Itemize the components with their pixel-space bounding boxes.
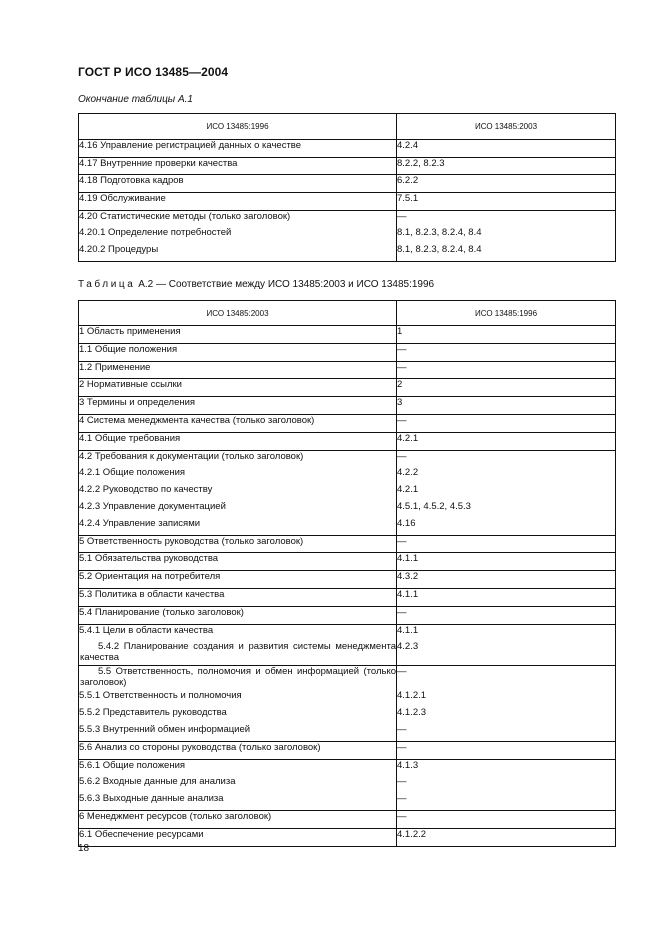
table1-header-col2: ИСО 13485:2003: [397, 114, 616, 140]
table2-cell-ref: 4.3.2: [397, 571, 616, 589]
table2-cell-clause: 5.5.1 Ответственность и полномочия: [79, 690, 397, 707]
table2-cell-ref: 4.1.3: [397, 759, 616, 776]
table2-cell-clause: 4.1 Общие требования: [79, 432, 397, 450]
table2-cell-clause: 4.2.3 Управление документацией: [79, 501, 397, 518]
table-row: [79, 535, 616, 553]
table-row: [79, 518, 616, 535]
table2-cell-clause: 5.6.3 Выходные данные анализа: [79, 793, 397, 810]
table-row: [79, 244, 616, 261]
table2-cell-clause: 5.1 Обязательства руководства: [79, 553, 397, 571]
table-row: [79, 175, 616, 193]
table2-cell-ref: —: [397, 361, 616, 379]
table-row: [79, 641, 616, 666]
table2-cell-ref: —: [397, 793, 616, 810]
table1-cell-ref: 6.2.2: [397, 175, 616, 193]
table-a1-continuation: [78, 113, 616, 262]
table2-cell-clause: 5.5.2 Представитель руководства: [79, 707, 397, 724]
table2-caption: [78, 279, 434, 290]
table2-cell-clause: 5.3 Политика в области качества: [79, 588, 397, 606]
table2-caption-text: А.2 — Соответствие между ИСО 13485:2003 и ИСО 13485:1996: [135, 279, 435, 290]
table1-cell-clause: 4.17 Внутренние проверки качества: [79, 157, 397, 175]
table1-cell-ref: —: [397, 210, 616, 227]
table2-cell-clause: 5.4.1 Цели в области качества: [79, 624, 397, 641]
table2-cell-clause: 5.4.2 Планирование создания и развития системы менеджмента качества: [79, 641, 397, 666]
table2-cell-clause: 5.4 Планирование (только заголовок): [79, 606, 397, 624]
table2-cell-ref: 4.1.1: [397, 588, 616, 606]
table-row: [79, 379, 616, 397]
table-row: [79, 624, 616, 641]
table-row: [79, 793, 616, 810]
table-row: [79, 432, 616, 450]
table2-cell-ref: 4.2.1: [397, 484, 616, 501]
table-row: [79, 707, 616, 724]
table-row: [79, 484, 616, 501]
table2-cell-ref: 4.1.2.3: [397, 707, 616, 724]
table2-cell-ref: —: [397, 666, 616, 691]
table-row: [79, 776, 616, 793]
table-a2: [78, 300, 616, 847]
table2-cell-clause: 6.1 Обеспечение ресурсами: [79, 828, 397, 846]
table2-cell-ref: 4.1.1: [397, 553, 616, 571]
table2-cell-ref: 3: [397, 397, 616, 415]
table-row: [79, 690, 616, 707]
table-row: [79, 227, 616, 244]
table2-cell-clause: 4.2.2 Руководство по качеству: [79, 484, 397, 501]
table-row: [79, 724, 616, 741]
table-row: [79, 828, 616, 846]
table2-cell-clause: 4.2.1 Общие положения: [79, 467, 397, 484]
table-row: [79, 810, 616, 828]
table1-cell-ref: 8.2.2, 8.2.3: [397, 157, 616, 175]
table-row: [79, 326, 616, 344]
table-row: [79, 343, 616, 361]
table-row: [79, 606, 616, 624]
table-row: [79, 588, 616, 606]
table2-cell-clause: 1 Область применения: [79, 326, 397, 344]
table2-cell-clause: 4.2.4 Управление записями: [79, 518, 397, 535]
table2-cell-ref: 1: [397, 326, 616, 344]
table2-cell-ref: —: [397, 776, 616, 793]
table-row: [79, 450, 616, 467]
table1-cell-ref: 8.1, 8.2.3, 8.2.4, 8.4: [397, 244, 616, 261]
table1-cell-ref: 7.5.1: [397, 193, 616, 211]
table-row: [79, 210, 616, 227]
table2-cell-ref: 4.1.1: [397, 624, 616, 641]
table1-cell-ref: 4.2.4: [397, 140, 616, 158]
table2-cell-ref: 4.2.1: [397, 432, 616, 450]
table2-cell-ref: —: [397, 810, 616, 828]
table-row: [79, 759, 616, 776]
table2-caption-prefix: Таблица: [78, 279, 136, 290]
table2-cell-clause: 3 Термины и определения: [79, 397, 397, 415]
table-row: [79, 397, 616, 415]
table2-cell-ref: 4.1.2.2: [397, 828, 616, 846]
table2-cell-ref: 4.2.2: [397, 467, 616, 484]
table2-header-col2: ИСО 13485:1996: [397, 301, 616, 326]
table-row: [79, 157, 616, 175]
table1-cell-clause: 4.20 Статистические методы (только заголовок): [79, 210, 397, 227]
table2-cell-ref: 4.16: [397, 518, 616, 535]
table-row: [79, 193, 616, 211]
table-row: [79, 467, 616, 484]
table2-cell-ref: —: [397, 414, 616, 432]
table-row: [79, 501, 616, 518]
table2-cell-clause: 4 Система менеджмента качества (только заголовок): [79, 414, 397, 432]
table1-cell-ref: 8.1, 8.2.3, 8.2.4, 8.4: [397, 227, 616, 244]
table2-cell-clause: 5.6 Анализ со стороны руководства (только заголовок): [79, 741, 397, 759]
table2-cell-clause: 5.6.1 Общие положения: [79, 759, 397, 776]
table2-cell-clause: 5.5 Ответственность, полномочия и обмен информацией (только заголовок): [80, 666, 396, 689]
table2-cell-ref: —: [397, 535, 616, 553]
table-row: [79, 741, 616, 759]
table2-cell-clause: 5.2 Ориентация на потребителя: [79, 571, 397, 589]
table2-cell-ref: 4.5.1, 4.5.2, 4.5.3: [397, 501, 616, 518]
table-row: [79, 361, 616, 379]
table2-cell-clause: 1.1 Общие положения: [79, 343, 397, 361]
table2-cell-clause: 5.5.3 Внутренний обмен информацией: [79, 724, 397, 741]
page-number: 18: [78, 843, 90, 854]
table2-cell-ref: —: [397, 450, 616, 467]
table2-cell-clause: 4.2 Требования к документации (только заголовок): [79, 450, 397, 467]
table1-cell-clause: 4.16 Управление регистрацией данных о качестве: [79, 140, 397, 158]
table2-cell-ref: 4.2.3: [397, 641, 616, 666]
table2-cell-clause: 1.2 Применение: [79, 361, 397, 379]
table2-cell-clause: 2 Нормативные ссылки: [79, 379, 397, 397]
table-row: [79, 553, 616, 571]
table-row: [79, 414, 616, 432]
table1-cell-clause: 4.20.2 Процедуры: [79, 244, 397, 261]
table1-cell-clause: 4.18 Подготовка кадров: [79, 175, 397, 193]
table2-cell-ref: —: [397, 343, 616, 361]
table-row: [79, 571, 616, 589]
table2-cell-clause: 5 Ответственность руководства (только заголовок): [79, 535, 397, 553]
table2-cell-ref: 2: [397, 379, 616, 397]
table-row: [79, 140, 616, 158]
table2-header-col1: ИСО 13485:2003: [79, 301, 397, 326]
table2-cell-clause: 6 Менеджмент ресурсов (только заголовок): [79, 810, 397, 828]
table2-cell-ref: 4.1.2.1: [397, 690, 616, 707]
table1-cell-clause: 4.19 Обслуживание: [79, 193, 397, 211]
table2-cell-clause: 5.6.2 Входные данные для анализа: [79, 776, 397, 793]
table2-cell-ref: —: [397, 724, 616, 741]
table1-caption: Окончание таблицы А.1: [78, 94, 193, 105]
table1-header-col1: ИСО 13485:1996: [79, 114, 397, 140]
table1-cell-clause: 4.20.1 Определение потребностей: [79, 227, 397, 244]
table2-cell-ref: —: [397, 741, 616, 759]
table2-cell-ref: —: [397, 606, 616, 624]
document-header-title: ГОСТ Р ИСО 13485—2004: [78, 65, 229, 79]
table-row: [79, 666, 616, 691]
